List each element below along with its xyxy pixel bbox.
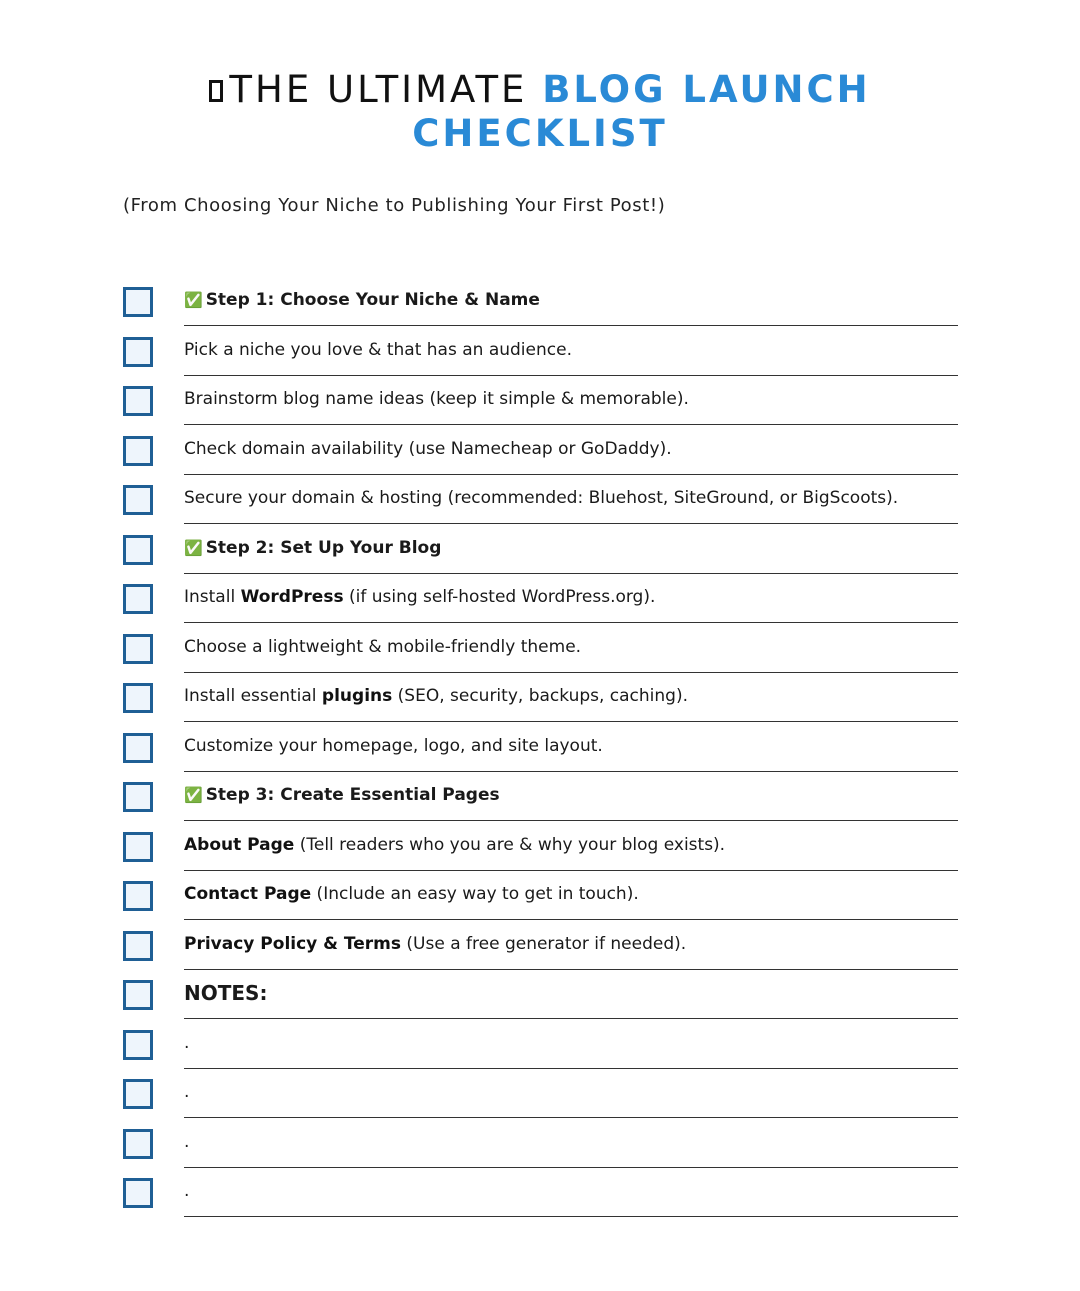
checkbox[interactable]	[123, 881, 153, 911]
checklist-item-text: Check domain availability (use Namecheap or GoDaddy).	[184, 425, 958, 475]
box-icon	[209, 80, 223, 102]
section-heading-label: Step 3: Create Essential Pages	[205, 785, 500, 805]
checklist-item-text: .	[184, 1167, 958, 1217]
item-text-after: (Include an easy way to get in touch).	[311, 884, 639, 904]
checklist-row	[123, 722, 958, 772]
item-text-after: (Use a free generator if needed).	[401, 933, 687, 954]
checklist-row	[123, 920, 958, 970]
checklist-row	[123, 474, 958, 524]
item-text-before: Install essential	[184, 686, 322, 706]
checklist-row	[123, 1167, 958, 1217]
checklist-item-text	[184, 870, 958, 920]
checklist-item-text: Choose a lightweight & mobile-friendly theme.	[184, 623, 958, 673]
title-accent-line1: BLOG LAUNCH	[542, 68, 871, 111]
item-text-bold: About Page	[184, 834, 295, 855]
checklist-item-text: Customize your homepage, logo, and site layout.	[184, 722, 958, 772]
checklist	[123, 276, 958, 1217]
checklist-row	[123, 375, 958, 425]
checklist-item-text: Pick a niche you love & that has an audience.	[184, 326, 958, 376]
section-heading	[184, 771, 958, 821]
item-text-bold: plugins	[321, 686, 393, 706]
checklist-row	[123, 1068, 958, 1118]
checkbox[interactable]	[123, 980, 153, 1010]
checkbox[interactable]	[123, 337, 153, 367]
checklist-row	[123, 672, 958, 722]
section-heading	[184, 524, 958, 574]
checklist-item-text: .	[184, 1068, 958, 1118]
checklist-item-text	[184, 920, 958, 970]
section-heading-label: Step 2: Set Up Your Blog	[205, 537, 442, 558]
check-mark-icon: ✅	[184, 538, 203, 557]
checkbox[interactable]	[123, 1079, 153, 1109]
item-text-after: (if using self-hosted WordPress.org).	[343, 587, 656, 607]
checkbox[interactable]	[123, 1178, 153, 1208]
checkbox[interactable]	[123, 535, 153, 565]
page-title	[0, 68, 1080, 156]
checkbox[interactable]	[123, 485, 153, 515]
checklist-item-text	[184, 821, 958, 871]
checklist-row	[123, 276, 958, 326]
checklist-row	[123, 821, 958, 871]
subtitle: (From Choosing Your Niche to Publishing Your First Post!)	[123, 195, 666, 216]
checklist-row	[123, 326, 958, 376]
checkbox[interactable]	[123, 782, 153, 812]
checklist-row	[123, 870, 958, 920]
item-text-before: Install	[184, 587, 241, 607]
checklist-item-text	[184, 672, 958, 722]
checkbox[interactable]	[123, 931, 153, 961]
checklist-row	[123, 524, 958, 574]
item-text-bold: Privacy Policy & Terms	[184, 933, 401, 954]
section-heading-label: Step 1: Choose Your Niche & Name	[205, 290, 540, 310]
checkbox[interactable]	[123, 287, 153, 317]
checkbox[interactable]	[123, 733, 153, 763]
checkbox[interactable]	[123, 1030, 153, 1060]
checklist-item-text: Brainstorm blog name ideas (keep it simple & memorable).	[184, 375, 958, 425]
checklist-item-text: Secure your domain & hosting (recommended: Bluehost, SiteGround, or BigScoots).	[184, 474, 958, 524]
checklist-row	[123, 1019, 958, 1069]
checklist-item-text: .	[184, 1118, 958, 1168]
checkbox[interactable]	[123, 832, 153, 862]
item-text-bold: Contact Page	[184, 884, 312, 904]
checklist-row	[123, 969, 958, 1019]
check-mark-icon: ✅	[184, 291, 203, 309]
checkbox[interactable]	[123, 436, 153, 466]
checklist-row	[123, 425, 958, 475]
title-plain: THE ULTIMATE	[229, 68, 543, 111]
section-heading	[184, 276, 958, 326]
checklist-row	[123, 771, 958, 821]
item-text-bold: WordPress	[240, 587, 344, 607]
checklist-row	[123, 623, 958, 673]
checkbox[interactable]	[123, 584, 153, 614]
checkbox[interactable]	[123, 386, 153, 416]
checkbox[interactable]	[123, 1129, 153, 1159]
checklist-row	[123, 1118, 958, 1168]
notes-heading: NOTES:	[184, 969, 958, 1019]
checklist-row	[123, 573, 958, 623]
check-mark-icon: ✅	[184, 786, 203, 804]
item-text-after: (Tell readers who you are & why your blog exists).	[294, 834, 726, 855]
checklist-item-text	[184, 573, 958, 623]
checklist-item-text: .	[184, 1019, 958, 1069]
item-text-after: (SEO, security, backups, caching).	[392, 686, 689, 706]
checkbox[interactable]	[123, 683, 153, 713]
title-accent-line2: CHECKLIST	[412, 112, 668, 155]
checkbox[interactable]	[123, 634, 153, 664]
